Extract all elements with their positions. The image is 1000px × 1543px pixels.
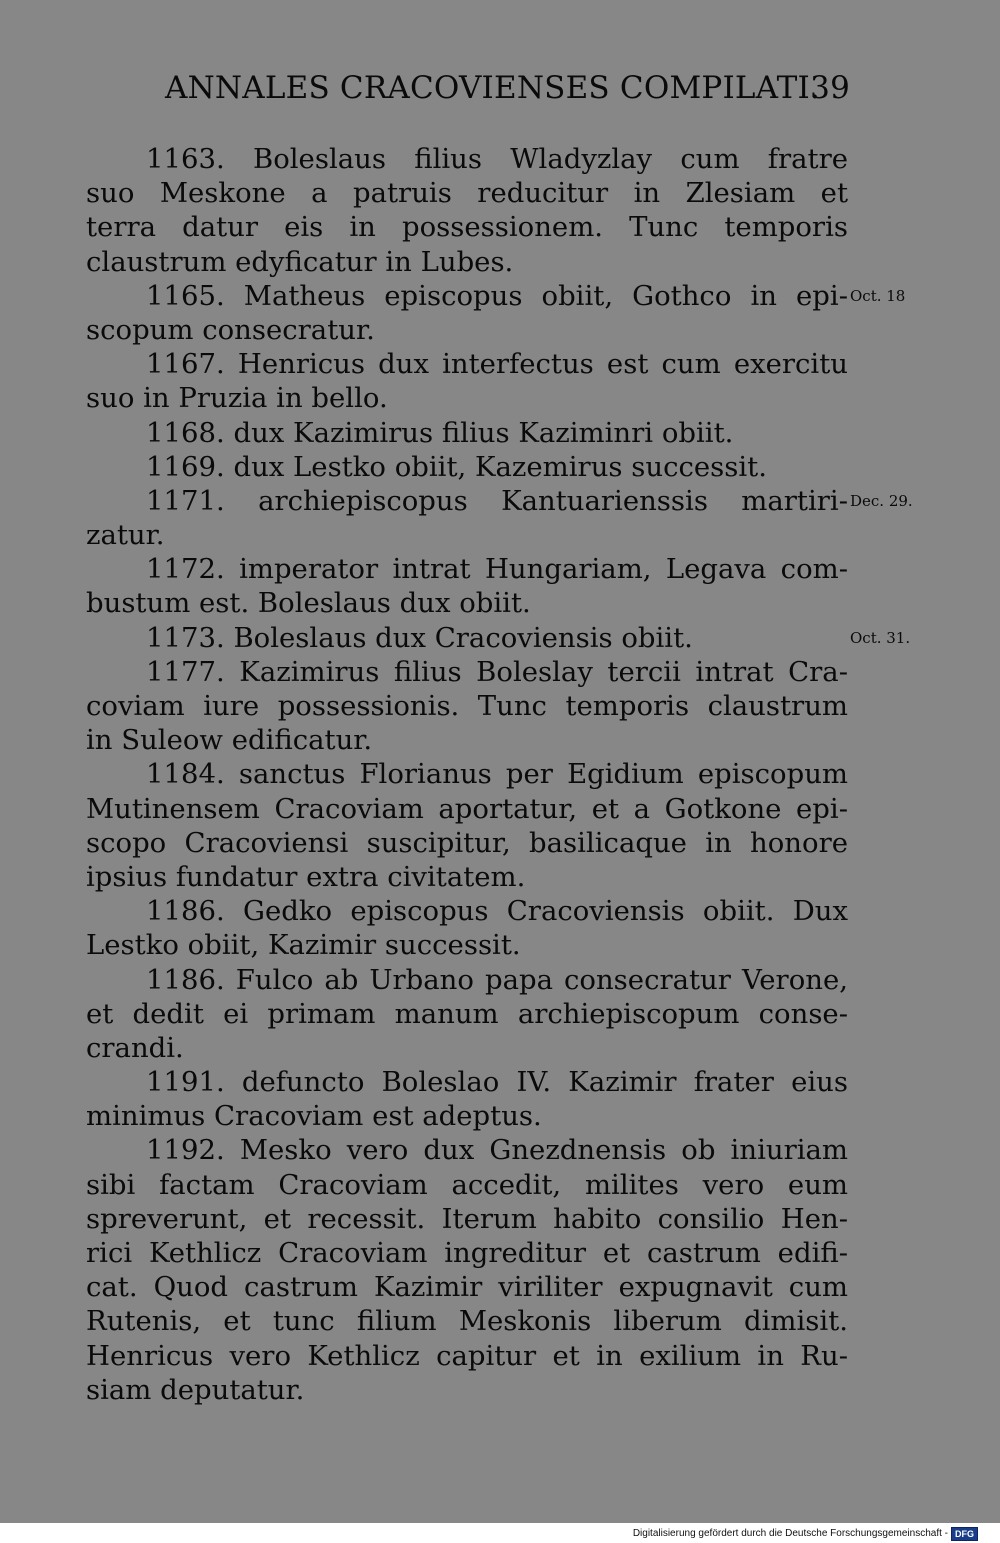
- text-line: scopum consecratur.: [86, 313, 375, 346]
- text-line: 1186. Fulco ab Urbano papa consecratur Verone,: [146, 963, 848, 996]
- text-line: minimus Cracoviam est adeptus.: [86, 1100, 542, 1133]
- text-line: 1168. dux Kazimirus filius Kaziminri obiit.: [146, 416, 734, 449]
- text-line: et dedit ei primam manum archiepiscopum conse-: [86, 997, 848, 1030]
- text-line: claustrum edyficatur in Lubes.: [86, 245, 514, 278]
- text-line: 1171. archiepiscopus Kantuarienssis martiri-: [146, 484, 848, 517]
- text-line: siam deputatur.: [86, 1373, 305, 1406]
- text-line: 1165. Matheus episcopus obiit, Gothco in epi-: [146, 279, 848, 312]
- text-line: Lestko obiit, Kazimir successit.: [86, 929, 521, 962]
- digitization-footer: [633, 1527, 978, 1541]
- text-line: in Suleow edificatur.: [86, 724, 373, 757]
- margin-note-1165: Oct. 18: [850, 286, 906, 305]
- margin-note-1171: Dec. 29.: [850, 492, 913, 510]
- text-line: 1172. imperator intrat Hungariam, Legava com-: [146, 553, 848, 586]
- text-line: suo in Pruzia in bello.: [86, 382, 388, 415]
- text-line: Rutenis, et tunc filium Meskonis liberum dimisit.: [86, 1305, 848, 1338]
- text-line: 1167. Henricus dux interfectus est cum exercitu: [146, 348, 848, 381]
- running-title: ANNALES CRACOVIENSES COMPILATI.: [165, 70, 820, 106]
- text-line: terra datur eis in possessionem. Tunc temporis: [86, 211, 848, 244]
- text-line: 1184. sanctus Florianus per Egidium episcopum: [146, 758, 848, 791]
- text-line: Mutinensem Cracoviam aportatur, et a Gotkone epi-: [86, 792, 848, 825]
- text-line: 1192. Mesko vero dux Gnezdnensis ob iniuriam: [146, 1134, 848, 1167]
- text-line: sibi factam Cracoviam accedit, milites vero eum: [86, 1168, 848, 1201]
- text-line: coviam iure possessionis. Tunc temporis claustrum: [86, 690, 848, 722]
- funding-credit: Digitalisierung gefördert durch die Deutsche Forschungsgemeinschaft -: [632, 1528, 948, 1539]
- text-line: 1163. Boleslaus filius Wladyzlay cum fratre: [146, 143, 848, 175]
- text-line: zatur.: [86, 519, 165, 552]
- text-line: scopo Cracoviensi suscipitur, basilicaque in honore: [86, 826, 848, 859]
- text-line: 1191. defuncto Boleslao IV. Kazimir frater eius: [146, 1066, 848, 1099]
- text-line: 1169. dux Lestko obiit, Kazemirus successit.: [146, 450, 767, 483]
- text-line: 1177. Kazimirus filius Boleslay tercii intrat Cra-: [146, 655, 848, 688]
- text-line: bustum est. Boleslaus dux obiit.: [86, 587, 531, 620]
- text-line: ipsius fundatur extra civitatem.: [86, 860, 526, 893]
- text-line: spreverunt, et recessit. Iterum habito consilio Hen-: [86, 1202, 848, 1235]
- page-number: 39: [810, 70, 850, 106]
- page-header: [165, 66, 850, 110]
- text-line: cat. Quod castrum Kazimir viriliter expugnavit cum: [86, 1271, 848, 1304]
- dfg-logo-icon: DFG: [951, 1527, 978, 1541]
- text-line: Henricus vero Kethlicz capitur et in exilium in Ru-: [86, 1339, 848, 1372]
- text-line: 1173. Boleslaus dux Cracoviensis obiit.: [146, 621, 693, 654]
- margin-note-1173: Oct. 31.: [850, 628, 911, 647]
- text-line: 1186. Gedko episcopus Cracoviensis obiit. Dux: [146, 895, 848, 928]
- text-line: crandi.: [86, 1031, 184, 1064]
- text-line: suo Meskone a patruis reducitur in Zlesiam et: [86, 177, 848, 210]
- text-line: rici Kethlicz Cracoviam ingreditur et castrum edifi-: [86, 1237, 848, 1269]
- annals-text: [86, 142, 848, 1407]
